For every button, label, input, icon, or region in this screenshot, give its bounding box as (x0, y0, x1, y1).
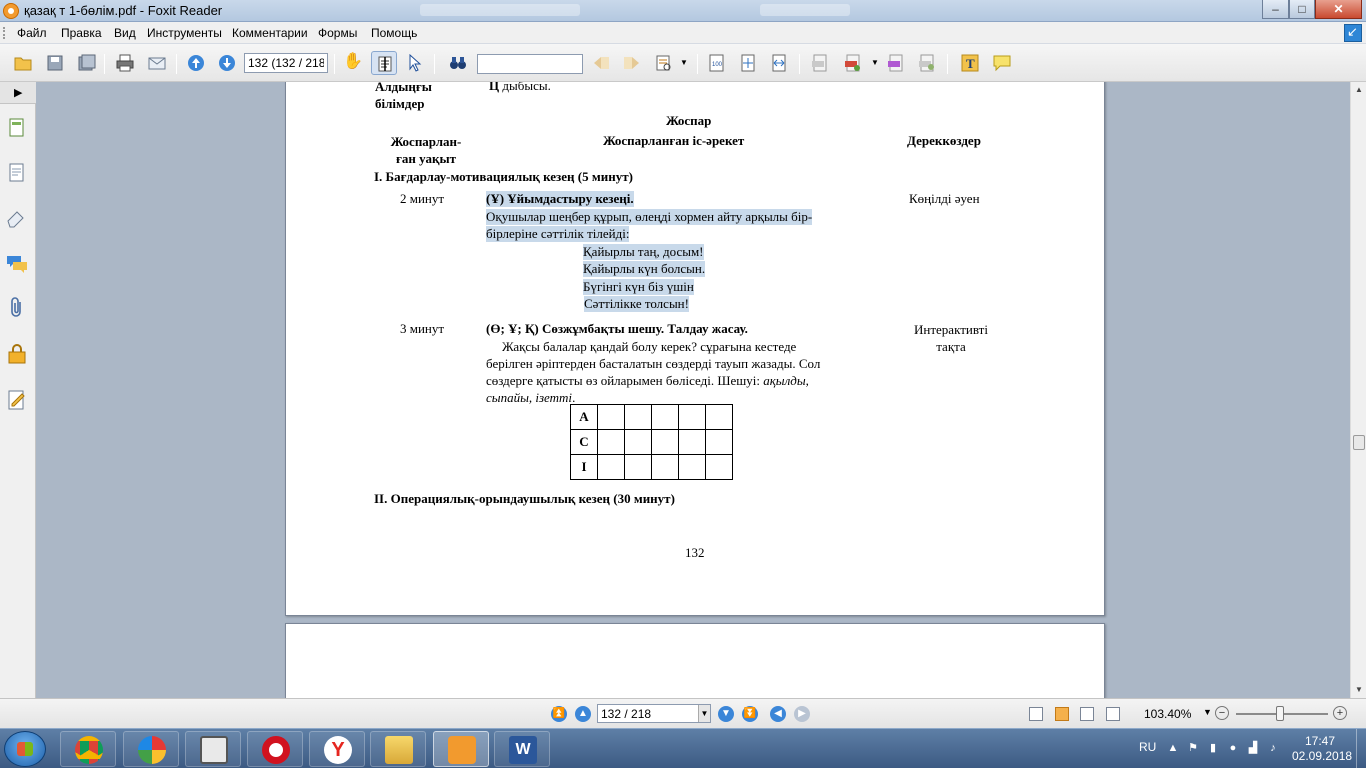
comments-icon (5, 252, 29, 276)
poem-line-3: Бүгінгі күн біз үшін (583, 279, 694, 294)
printer-icon (116, 54, 134, 72)
titlebar-background-blur (420, 4, 580, 16)
crossword-grid (570, 404, 733, 480)
crossword-row (571, 455, 733, 480)
row1-resource: Көңілді әуен (909, 191, 980, 206)
row2-title: (Ө; Ұ; Қ) Сөзжұмбақты шешу. Талдау жасау. (486, 321, 748, 336)
menu-help[interactable]: Помощь (371, 26, 418, 40)
find-previous-button[interactable] (588, 51, 614, 75)
comment-note-icon (993, 54, 1011, 72)
actual-size-icon (708, 54, 726, 72)
stage-1-heading: І. Бағдарлау-мотивациялық кезең (5 минут) (374, 169, 633, 184)
row1-line1: Оқушылар шеңбер құрып, өлеңді хормен айту арқылы бір- (486, 209, 813, 224)
pages-icon (5, 116, 29, 140)
crossword-cell (652, 455, 679, 480)
last-page-button[interactable]: ⏬ (742, 706, 758, 722)
crossword-cell (625, 455, 652, 480)
next-page-nav-button[interactable]: ▼ (718, 706, 734, 722)
windows-taskbar (0, 728, 1366, 768)
menu-forms[interactable]: Формы (318, 26, 358, 40)
menu-edit[interactable]: Правка (61, 26, 102, 40)
crossword-cell (706, 430, 733, 455)
fit-page-icon (739, 54, 757, 72)
taskbar-calculator[interactable] (185, 731, 241, 767)
layers-panel-button[interactable] (5, 206, 29, 230)
crossword-cell (706, 455, 733, 480)
crossword-cell (679, 455, 706, 480)
toolbar-separator (947, 54, 948, 74)
select-text-tool-button[interactable] (371, 51, 397, 75)
eraser-icon (5, 206, 29, 230)
poem-line-2: Қайырлы күн болсын. (583, 261, 706, 276)
page-number: 132 (685, 545, 705, 560)
row2-line4: сыпайы, ізетті. (486, 390, 576, 405)
security-panel-button[interactable] (5, 342, 29, 366)
yandex-icon: Y (324, 736, 352, 764)
lock-icon (5, 342, 29, 366)
crossword-letter: С (571, 430, 598, 455)
hand-icon: ✋ (343, 53, 363, 70)
taskbar-word[interactable] (494, 731, 550, 767)
title-bar[interactable] (0, 0, 1366, 22)
crossword-row (571, 430, 733, 455)
scroll-up-button[interactable]: ▲ (1355, 85, 1363, 94)
poem-line-4: Сәттілікке толсын! (584, 296, 689, 311)
open-button[interactable] (10, 51, 36, 75)
search-options-dropdown-icon[interactable]: ▼ (680, 58, 688, 67)
previous-page-button[interactable] (183, 51, 209, 75)
taskbar-clock[interactable] (1292, 734, 1353, 764)
vertical-scrollbar[interactable] (1350, 82, 1366, 698)
clock-date: 02.09.2018 (1292, 749, 1353, 763)
expand-panel-button[interactable] (0, 82, 36, 104)
toolbar-separator (799, 54, 800, 74)
search-options-button[interactable] (651, 51, 677, 75)
find-text-input[interactable] (477, 54, 583, 74)
row2-line3: сөздерге қатысты өз ойларымен бөліседі. Шешуі: ақылды, (486, 373, 809, 388)
save-as-icon (78, 54, 96, 72)
maximize-button[interactable]: □ (1289, 0, 1315, 19)
cursor-arrow-icon (406, 54, 424, 72)
page-dropdown-icon[interactable]: ▼ (698, 705, 710, 722)
window-title: қазақ т 1-бөлім.pdf - Foxit Reader (24, 3, 223, 18)
note-button[interactable] (989, 51, 1015, 75)
opera-icon (262, 736, 290, 764)
calculator-icon (200, 736, 228, 764)
menu-tools[interactable]: Инструменты (147, 26, 222, 40)
pdf-tools-icon (844, 54, 862, 72)
minimize-button[interactable]: – (1262, 0, 1289, 19)
pdf-tools-dropdown-icon[interactable]: ▼ (871, 58, 879, 67)
scroll-down-button[interactable]: ▼ (1355, 685, 1363, 694)
select-annotation-tool-button[interactable] (402, 51, 428, 75)
typewriter-button[interactable] (957, 51, 983, 75)
crossword-cell (652, 430, 679, 455)
folder-explorer-icon (385, 736, 413, 764)
zoom-dropdown-icon[interactable]: ▼ (1203, 707, 1212, 717)
next-page-button[interactable] (214, 51, 240, 75)
plan-heading: Жоспар (666, 113, 712, 128)
tray-expand-icon[interactable]: ▲ (1167, 742, 1179, 754)
clock-time: 17:47 (1304, 734, 1336, 748)
attachments-panel-button[interactable] (5, 296, 29, 320)
pdf-options-button[interactable] (914, 51, 940, 75)
toolbar-separator (434, 54, 435, 74)
text-tool-icon (961, 54, 979, 72)
row1-time: 2 минут (400, 191, 445, 206)
header-planned-activity: Жоспарланған іс-әрекет (603, 133, 745, 148)
status-bar (0, 698, 1366, 728)
crossword-row (571, 405, 733, 430)
paperclip-icon (5, 296, 29, 320)
network-icon[interactable]: ▟ (1248, 742, 1258, 754)
sign-pen-icon (5, 388, 29, 412)
row2-line2: берілген әріптерден басталатын сөздерді тауып жазады. Сол (486, 356, 821, 371)
word-icon: W (509, 736, 537, 764)
tray-app-icon[interactable]: ● (1229, 742, 1237, 754)
pdf-page-133[interactable] (285, 623, 1105, 698)
header-planned-time: Жоспарлан- ған уақыт (390, 134, 462, 166)
taskbar-chrome[interactable] (60, 731, 116, 767)
find-next-button[interactable] (619, 51, 645, 75)
zoom-out-button[interactable]: − (1215, 706, 1229, 720)
arrow-down-circle-icon (218, 54, 236, 72)
arrow-up-circle-icon (187, 54, 205, 72)
row1-line2: бірлеріне сәттілік тілейді: (486, 226, 630, 241)
email-icon (148, 54, 166, 72)
save-icon (46, 54, 64, 72)
facing-layout-icon[interactable] (1080, 707, 1094, 721)
triangle-right-icon: ▶ (14, 87, 23, 99)
tray-flag-icon[interactable]: ⚑ (1188, 742, 1198, 754)
row2-resource: Интерактивті тақта (914, 322, 988, 354)
pdf-options-icon (918, 54, 936, 72)
crossword-cell (598, 405, 625, 430)
zoom-slider-thumb[interactable] (1276, 706, 1284, 721)
start-button[interactable] (4, 731, 46, 767)
menu-file[interactable]: Файл (17, 26, 47, 40)
pages-panel-button[interactable] (5, 116, 29, 140)
taskbar-foxit-reader[interactable] (433, 731, 489, 767)
crossword-cell (598, 455, 625, 480)
toolbar-separator (334, 54, 335, 74)
language-indicator[interactable]: RU (1139, 740, 1157, 754)
email-button[interactable] (144, 51, 170, 75)
pdf-tools-button[interactable] (840, 51, 866, 75)
close-button[interactable]: ✕ (1315, 0, 1362, 19)
toolbar-separator (104, 54, 105, 74)
convert-pdf-button[interactable] (883, 51, 909, 75)
pdf-page-132[interactable] (285, 82, 1105, 616)
continuous-facing-layout-icon[interactable] (1106, 707, 1120, 721)
taskbar-yandex[interactable] (309, 731, 365, 767)
document-icon (5, 161, 29, 185)
crossword-cell (679, 405, 706, 430)
foxit-reader-icon (448, 736, 476, 764)
prior-knowledge-label: Алдыңғы білімдер (375, 82, 432, 111)
toolbar-separator (697, 54, 698, 74)
pdf-icon (811, 54, 829, 72)
menu-comments[interactable]: Комментарии (232, 26, 308, 40)
save-as-button[interactable] (74, 51, 100, 75)
create-pdf-button[interactable] (807, 51, 833, 75)
crossword-cell (679, 430, 706, 455)
binoculars-icon (449, 54, 467, 72)
tray-device-icon[interactable]: ▮ (1209, 742, 1217, 754)
crossword-cell (625, 430, 652, 455)
toolbar-separator (176, 54, 177, 74)
hand-tool-button[interactable] (340, 51, 366, 75)
header-resources: Дереккөздер (907, 133, 981, 148)
signatures-panel-button[interactable] (5, 388, 29, 412)
zoom-in-button[interactable]: + (1333, 706, 1347, 720)
main-toolbar (0, 44, 1366, 82)
previous-view-button[interactable]: ◀ (770, 706, 786, 722)
taskbar-explorer[interactable] (370, 731, 426, 767)
chrome-icon (75, 736, 103, 764)
save-button[interactable] (42, 51, 68, 75)
find-button[interactable] (445, 51, 471, 75)
search-options-icon (655, 54, 673, 72)
single-page-layout-icon[interactable] (1029, 707, 1043, 721)
document-viewport[interactable] (37, 82, 1350, 698)
menubar-grip[interactable] (3, 27, 7, 39)
taskbar-opera[interactable] (247, 731, 303, 767)
crossword-letter: І (571, 455, 598, 480)
comments-panel-button[interactable] (5, 252, 29, 276)
stage-2-heading: ІІ. Операциялық-орындаушылық кезең (30 минут) (374, 491, 675, 506)
colorful-app-icon (138, 736, 166, 764)
menu-bar (0, 22, 1366, 44)
fit-width-button[interactable] (766, 51, 792, 75)
navigation-panel (0, 82, 36, 698)
find-next-icon (623, 54, 641, 72)
page-number-input[interactable] (244, 53, 328, 73)
restore-view-icon[interactable] (1344, 24, 1362, 42)
svg-text:T: T (966, 56, 975, 71)
foxit-app-icon[interactable] (3, 3, 19, 19)
crossword-cell (598, 430, 625, 455)
show-desktop-button[interactable] (1356, 729, 1366, 768)
row1-title: (Ұ) Ұйымдастыру кезеңі. (486, 191, 634, 206)
crossword-cell (706, 405, 733, 430)
taskbar-app-colorful[interactable] (123, 731, 179, 767)
row2-line1: Жақсы балалар қандай болу керек? сұрағына кестеде (502, 339, 797, 354)
find-previous-icon (592, 54, 610, 72)
titlebar-background-blur (760, 4, 850, 16)
scrollbar-thumb[interactable] (1353, 435, 1365, 450)
actual-size-button[interactable] (704, 51, 730, 75)
first-page-button[interactable]: ⏫ (551, 706, 567, 722)
poem-line-1: Қайырлы таң, досым! (583, 244, 704, 259)
bookmarks-panel-button[interactable] (5, 161, 29, 185)
continuous-layout-icon[interactable] (1055, 707, 1069, 721)
crossword-cell (625, 405, 652, 430)
volume-icon[interactable]: ♪ (1270, 742, 1276, 754)
crossword-letter: А (571, 405, 598, 430)
fit-width-icon (770, 54, 788, 72)
page-navigation-value: 132 / 218 (601, 707, 652, 721)
page-navigation-field[interactable] (597, 704, 711, 723)
prior-knowledge-text: Ц дыбысы. (489, 82, 551, 93)
print-button[interactable] (112, 51, 138, 75)
select-text-icon (376, 55, 394, 73)
row2-time: 3 минут (400, 321, 445, 336)
menu-view[interactable]: Вид (114, 26, 136, 40)
crossword-cell (652, 405, 679, 430)
convert-pdf-icon (887, 54, 905, 72)
fit-page-button[interactable] (735, 51, 761, 75)
svg-text:100: 100 (712, 62, 723, 68)
folder-icon (14, 54, 32, 72)
previous-page-nav-button[interactable]: ▲ (575, 706, 591, 722)
next-view-button[interactable]: ▶ (794, 706, 810, 722)
zoom-level[interactable]: 103.40% (1144, 707, 1192, 721)
